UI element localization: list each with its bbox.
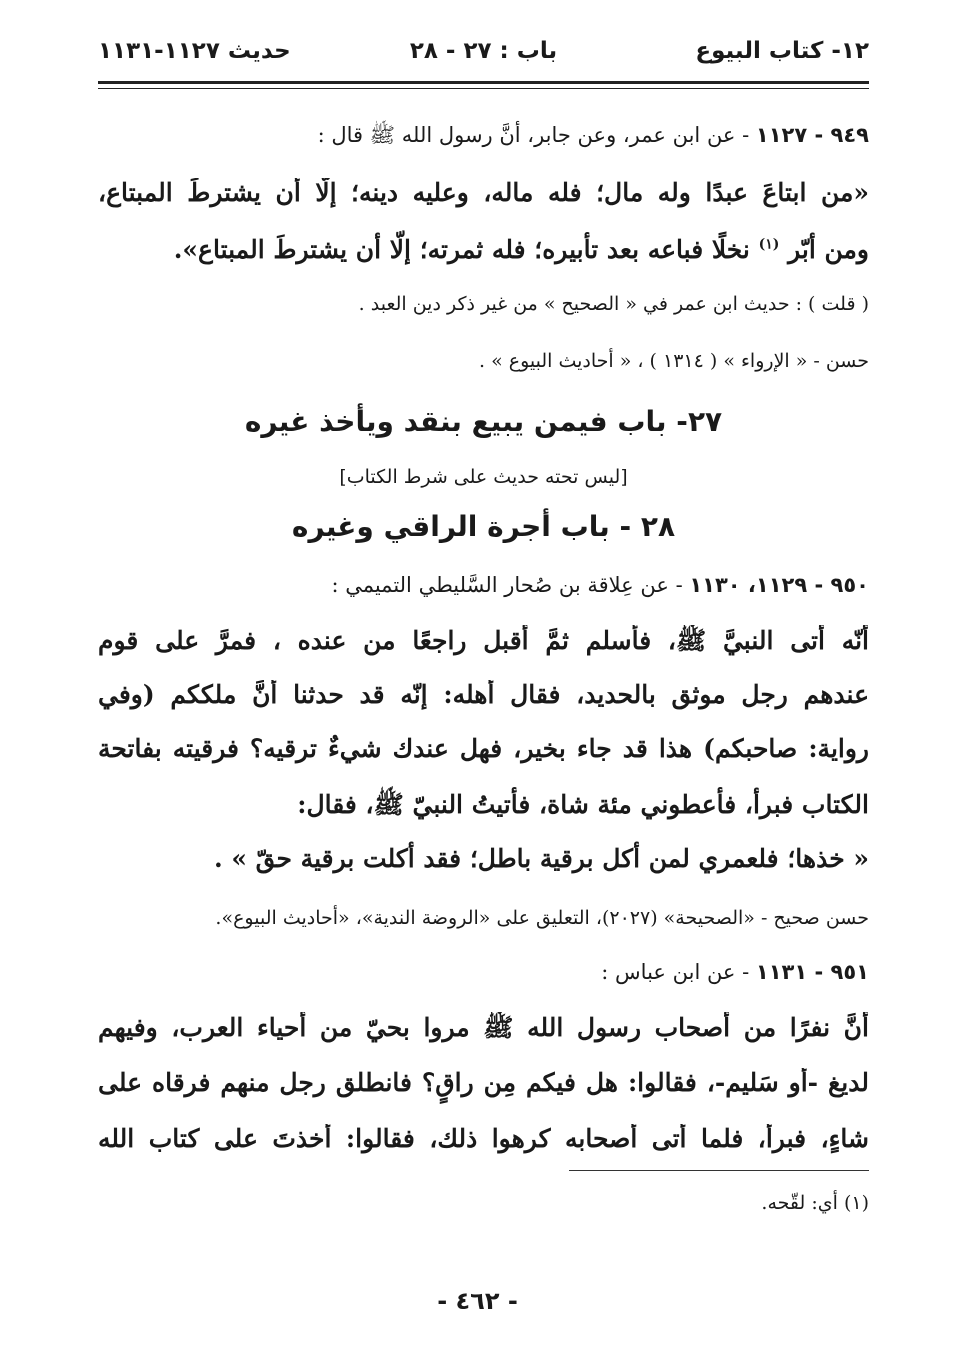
page-number: - ٤٦٢ -	[437, 1287, 518, 1315]
hadith-949-text-2a: ومن أبّر	[788, 235, 869, 264]
chapter-27-note: [ليس تحته حديث على شرط الكتاب]	[339, 466, 628, 488]
hadith-951-line-1: أنَّ نفرًا من أَصحاب رسول الله ﷺ مروا بحيّ من أَحياء العرب، وفيهم	[98, 1013, 869, 1042]
hadith-949-intro: - عن ابن عمر، وعن جابر، أنَّ رسول الله ﷺ قال :	[317, 123, 756, 147]
hadith-951-intro: - عن ابن عباس :	[601, 960, 756, 984]
hadith-950-intro: - عن عِلاقة بن صُحار السَّليطي التميمي :	[331, 573, 690, 597]
header-book-title: ١٢- كتاب البيوع	[695, 38, 869, 64]
hadith-950-line-3: رواية: صاحبكم) هذا قد جاء بخير، فهل عندك شيءٌ ترقيه؟ فرقيته بفاتحة	[98, 734, 869, 763]
header-rule-thin	[98, 88, 869, 89]
header-rule-thick	[98, 81, 869, 84]
header-chapter-range: باب : ٢٧ - ٢٨	[409, 38, 558, 64]
hadith-949-grade: حسن - « الإرواء » ( ١٣١٤ ) ، « أحاديث البيوع » .	[478, 350, 869, 372]
hadith-951-number: ٩٥١ - ١١٣١	[755, 960, 869, 984]
hadith-949-number: ٩٤٩ - ١١٢٧	[755, 123, 869, 147]
footnote-rule	[569, 1170, 869, 1171]
hadith-950-line-4: الكتاب فبرأ، فأعطوني مئة شاة، فأتيتُ النبيّ ﷺ، فقال:	[297, 790, 869, 819]
running-header	[98, 38, 869, 78]
hadith-950-heading	[98, 573, 869, 597]
header-hadith-range: حديث ١١٢٧-١١٣١	[98, 38, 291, 64]
footnote-marker-1: (١)	[758, 236, 780, 253]
hadith-949-text-2b: نخلًا فباعه بعد تأبيره؛ فله ثمرته؛ إلّا أن يشترطَ المبتاع».	[173, 235, 750, 264]
hadith-949-qult: ( قلت ) : حديث ابن عمر في « الصحيح » من غير ذكر دين العبد .	[358, 293, 869, 315]
hadith-951-line-2: لديغ -أو سَليم-، فقالوا: هل فيكم مِن راقٍ؟ فانطلق رجل منهم فرقاه على	[98, 1068, 869, 1097]
hadith-950-quote: « خذها؛ فلعمري لمن أكل برقية باطل؛ فقد أكلت برقية حقّ » .	[213, 844, 869, 873]
footnote-1: (١) أي: لقّحه.	[761, 1192, 869, 1214]
hadith-949-heading	[98, 122, 869, 153]
hadith-949-text-line-1: «من ابتاعَ عبدًا وله مال؛ فله ماله، وعليه دينه؛ إلّا أن يشترطَ المبتاع،	[98, 178, 869, 207]
hadith-950-line-2: عندهم رجل موثق بالحديد، فقال أهله: إنّه قد حدثنا أنَّ ملككم (وفي	[98, 680, 869, 709]
chapter-27-title: ٢٧- باب فيمن يبيع بنقد ويأخذ غيره	[244, 405, 723, 438]
chapter-28-title: ٢٨ - باب أجرة الراقي وغيره	[291, 510, 676, 543]
hadith-949-text-line-2	[98, 235, 869, 264]
hadith-951-heading	[98, 960, 869, 984]
hadith-950-line-1: أنّه أتى النبيَّ ﷺ، فأسلم ثمَّ أقبل راجعًا من عنده ، فمرَّ على قوم	[98, 626, 869, 655]
hadith-950-number: ٩٥٠ - ١١٢٩، ١١٣٠	[689, 573, 869, 597]
hadith-950-grade: حسن صحيح - «الصحيحة» (٢٠٢٧)، التعليق على «الروضة الندية»، «أحاديث البيوع».	[215, 907, 869, 929]
hadith-951-line-3: شاءٍ، فبرأ، فلما أَتى أَصحابه كرهوا ذلك، فقالوا: أَخذتَ على كتاب الله	[98, 1124, 869, 1153]
